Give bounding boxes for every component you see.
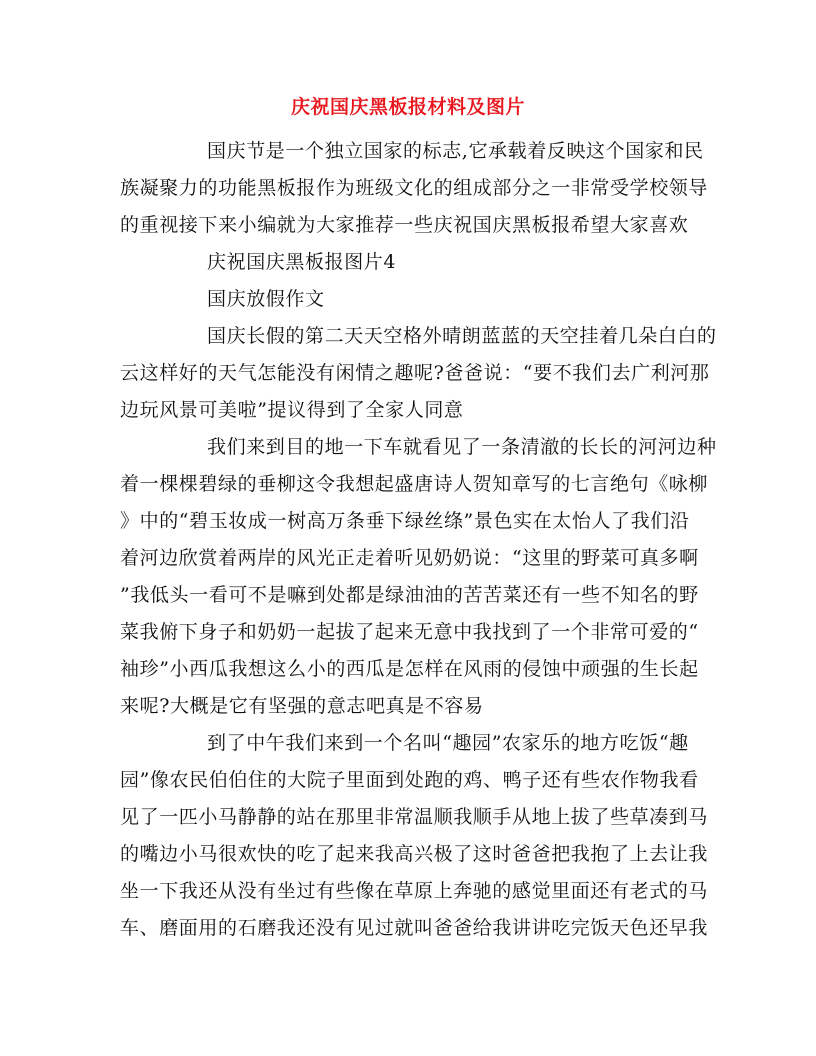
paragraph-line: 国庆长假的第二天天空格外晴朗蓝蓝的天空挂着几朵白白的 bbox=[207, 325, 717, 347]
paragraph-line: 云这样好的天气怎能没有闲情之趣呢?爸爸说：“要不我们去广利河那 bbox=[120, 362, 710, 384]
paragraph-line: 来呢?大概是它有坚强的意志吧真是不容易 bbox=[120, 695, 484, 717]
paragraph-line: 着河边欣赏着两岸的风光正走着听见奶奶说：“这里的野菜可真多啊 bbox=[120, 547, 699, 569]
paragraph-line: 菜我俯下身子和奶奶一起拔了起来无意中我找到了一个非常可爱的“ bbox=[120, 621, 699, 643]
paragraph-line: 的嘴边小马很欢快的吃了起来我高兴极了这时爸爸把我抱了上去让我 bbox=[120, 843, 709, 865]
paragraph-line: 》中的“碧玉妆成一树高万条垂下绿丝绦”景色实在太怡人了我们沿 bbox=[120, 510, 690, 532]
paragraph-line: 园”像农民伯伯住的大院子里面到处跑的鸡、鸭子还有些农作物我看 bbox=[120, 769, 699, 791]
paragraph-line: 坐一下我还从没有坐过有些像在草原上奔驰的感觉里面还有老式的马 bbox=[120, 880, 709, 902]
paragraph-line: 边玩风景可美啦”提议得到了全家人同意 bbox=[120, 399, 464, 421]
paragraph-line: 的重视接下来小编就为大家推荐一些庆祝国庆黑板报希望大家喜欢 bbox=[120, 214, 689, 236]
image-caption: 庆祝国庆黑板报图片4 bbox=[207, 251, 397, 273]
paragraph-line: 到了中午我们来到一个名叫“趣园”农家乐的地方吃饭“趣 bbox=[207, 732, 689, 754]
paragraph-line: ”我低头一看可不是嘛到处都是绿油油的苦苦菜还有一些不知名的野 bbox=[120, 584, 699, 606]
paragraph-line: 袖珍”小西瓜我想这么小的西瓜是怎样在风雨的侵蚀中顽强的生长起 bbox=[120, 658, 699, 680]
paragraph-line: 见了一匹小马静静的站在那里非常温顺我顺手从地上拔了些草凑到马 bbox=[120, 806, 709, 828]
paragraph-line: 我们来到目的地一下车就看见了一条清澈的长长的河河边种 bbox=[207, 436, 717, 458]
paragraph-line: 车、磨面用的石磨我还没有见过就叫爸爸给我讲讲吃完饭天色还早我 bbox=[120, 917, 709, 939]
document-title: 庆祝国庆黑板报材料及图片 bbox=[290, 96, 525, 118]
paragraph-line: 着一棵棵碧绿的垂柳这令我想起盛唐诗人贺知章写的七言绝句《咏柳 bbox=[120, 473, 709, 495]
paragraph-line: 族凝聚力的功能黑板报作为班级文化的组成部分之一非常受学校领导 bbox=[120, 177, 709, 199]
paragraph-line: 国庆节是一个独立国家的标志,它承载着反映这个国家和民 bbox=[207, 140, 704, 162]
section-heading: 国庆放假作文 bbox=[207, 288, 325, 310]
